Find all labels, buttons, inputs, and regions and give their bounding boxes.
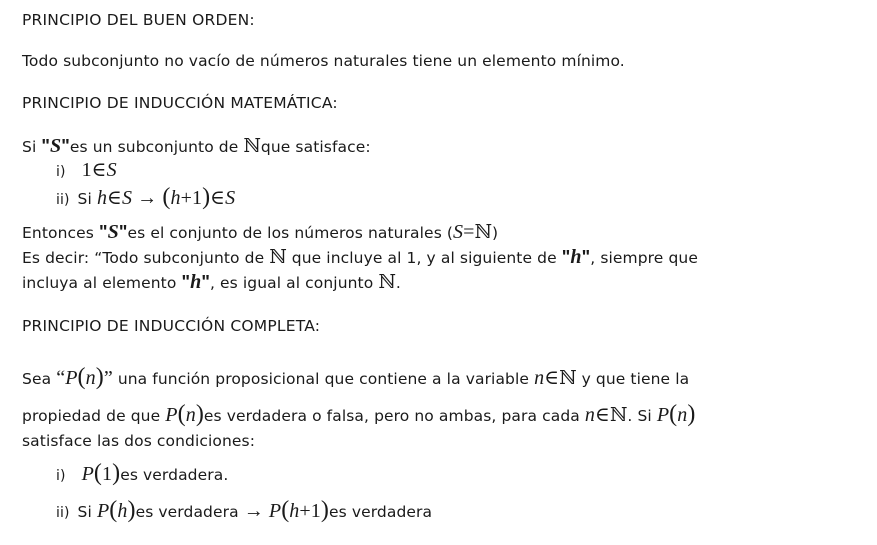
math-n-in-n: n∈ℕ <box>584 404 628 426</box>
text-funcion: una función proposicional que contiene a la variable <box>112 370 535 388</box>
heading-induccion-matematica: PRINCIPIO DE INDUCCIÓN MATEMÁTICA: <box>22 94 338 112</box>
math-n-in-n: n∈ℕ <box>534 367 577 389</box>
text-paren: ) <box>492 224 499 242</box>
math-quote-h: "h" <box>561 246 591 268</box>
math-s-equals-n: S=ℕ <box>453 221 493 243</box>
math-ph1: P(h+1) <box>268 497 329 523</box>
incluya-line <box>22 272 401 293</box>
entonces-line <box>22 222 498 243</box>
buen-orden-text: Todo subconjunto no vacío de números naturales tiene un elemento mínimo. <box>22 52 625 70</box>
naturals-symbol: ℕ <box>269 246 287 268</box>
enum-label: ii) <box>56 192 70 208</box>
condition-ii <box>56 497 433 523</box>
naturals-symbol: ℕ <box>243 135 261 157</box>
text-incluya: incluya al elemento <box>22 274 182 292</box>
heading-buen-orden: PRINCIPIO DEL BUEN ORDEN: <box>22 11 255 29</box>
condition-i <box>56 160 117 182</box>
text-es-decir: Es decir: “Todo subconjunto de <box>22 249 270 267</box>
text-subconjunto: es un subconjunto de <box>69 138 244 156</box>
text-incluye: que incluye al 1, y al siguiente de <box>291 249 562 267</box>
text-igual: , es igual al conjunto <box>209 274 379 292</box>
math-quote-s: "S" <box>98 221 128 243</box>
math-quote-h: "h" <box>181 271 210 293</box>
text-entonces: Entonces <box>22 224 99 242</box>
math-quote-s: "S" <box>41 135 70 157</box>
text-siempre: , siempre que <box>590 249 698 267</box>
naturals-symbol: ℕ <box>378 271 396 293</box>
text-tiene: y que tiene la <box>576 370 690 388</box>
satisface-line: satisface las dos condiciones: <box>22 432 256 450</box>
text-propiedad: propiedad de que <box>22 407 166 425</box>
es-decir-line <box>22 247 698 268</box>
text-si: Si <box>77 503 92 521</box>
text-verdadera: es verdadera. <box>120 466 229 484</box>
condition-i <box>56 460 229 486</box>
math-pn: P(n) <box>656 401 696 427</box>
math-pn: P(n) <box>165 401 204 427</box>
text-verdadera-falsa: es verdadera o falsa, pero no ambas, para cada <box>203 407 585 425</box>
heading-induccion-completa: PRINCIPIO DE INDUCCIÓN COMPLETA: <box>22 317 321 335</box>
text-period: . <box>395 274 401 292</box>
enum-label: ii) <box>56 505 70 521</box>
math-p1: P(1) <box>81 460 121 486</box>
math-implication: h∈S → (h+1)∈S <box>96 184 236 210</box>
math-ph: P(h) <box>96 497 136 523</box>
enum-label: i) <box>56 164 66 180</box>
text-satisface: que satisface: <box>260 138 371 156</box>
text-si: . Si <box>627 407 657 425</box>
induccion-line-1 <box>22 136 371 157</box>
text-verdadera: es verdadera <box>135 503 244 521</box>
propiedad-line <box>22 401 696 427</box>
text-sea: Sea <box>22 370 57 388</box>
enum-label: i) <box>56 468 66 484</box>
text-si: Si <box>22 138 42 156</box>
math-one-in-s: 1∈S <box>81 159 117 181</box>
math-pn: “P(n)” <box>56 364 113 390</box>
condition-ii <box>56 184 236 210</box>
sea-line <box>22 364 690 390</box>
arrow-icon: → <box>243 500 264 522</box>
text-verdadera: es verdadera <box>328 503 433 521</box>
text-conjunto: es el conjunto de los números naturales ( <box>127 224 454 242</box>
text-si: Si <box>77 190 92 208</box>
